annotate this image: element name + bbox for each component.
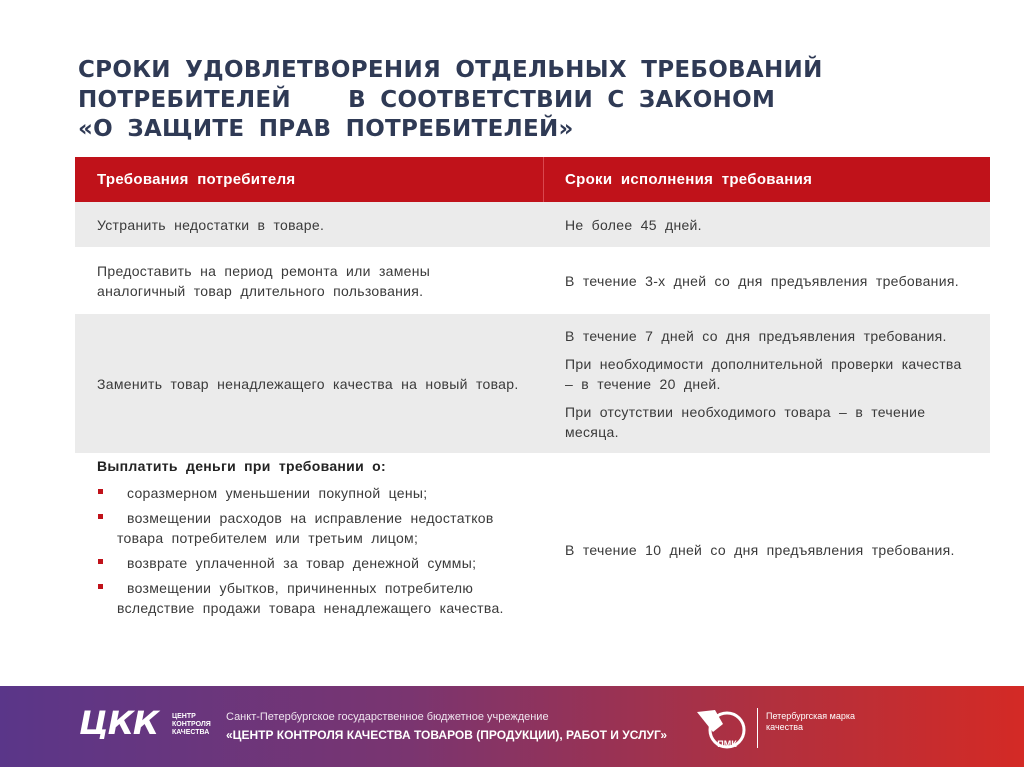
payment-heading: Выплатить деньги при требовании о: [97,458,386,474]
table-row [75,314,990,453]
organization-type: Санкт-Петербургское государственное бюджетное учреждение [226,711,549,723]
title-line-3: «О ЗАЩИТЕ ПРАВ ПОТРЕБИТЕЛЕЙ» [78,116,574,142]
term-text: При отсутствии необходимого товара – в течение месяца. [565,403,926,440]
title-line-2: ПОТРЕБИТЕЛЕЙ В СООТВЕТСТВИИ С ЗАКОНОМ [78,86,776,113]
payment-list [97,483,522,623]
footer-divider [757,708,758,748]
terms-cell [544,247,990,314]
table-row [75,247,990,314]
term-text: В течение 3-х дней со дня предъявления требования. [565,272,959,289]
requirement-cell: Заменить товар ненадлежащего качества на новый товар. [97,375,519,392]
organization-name: «ЦЕНТР КОНТРОЛЯ КАЧЕСТВА ТОВАРОВ (ПРОДУКЦИИ), РАБОТ И УСЛУГ» [226,728,667,742]
list-item [117,483,522,503]
list-item-text: соразмерном уменьшении покупной цены; [127,485,428,501]
pmk-caption: Петербургская марка качества [766,711,856,732]
term-text: В течение 10 дней со дня предъявления требования. [565,542,955,558]
ckk-logo-subtext: ЦЕНТР КОНТРОЛЯ КАЧЕСТВА [172,713,211,736]
requirements-table [75,157,990,661]
table-header [75,157,990,202]
pmk-logo-label: ПМК [717,739,737,749]
list-item-text: возмещении расходов на исправление недостатков товара потребителем или третьим лицом; [117,510,494,546]
requirement-cell: Предоставить на период ремонта или замены аналогичный товар длительного пользования. [97,262,431,299]
list-item-text: возмещении убытков, причиненных потребителю вследствие продажи товара ненадлежащего качества. [117,580,504,616]
terms-cell [544,314,990,453]
pmk-logo-icon [693,704,747,752]
term-text: При необходимости дополнительной проверки качества – в течение 20 дней. [565,355,962,392]
header-requirements: Требования потребителя [75,157,544,202]
requirement-cell: Устранить недостатки в товаре. [97,216,325,233]
terms-cell [544,202,990,247]
ckk-logo: ЦКК [79,704,158,742]
page-title [78,56,838,145]
list-item [117,578,522,618]
table-row [75,453,990,661]
list-item [117,508,522,548]
term-text: Не более 45 дней. [565,216,702,233]
title-line-1: СРОКИ УДОВЛЕТВОРЕНИЯ ОТДЕЛЬНЫХ ТРЕБОВАНИЙ [78,57,823,83]
requirement-cell [75,453,544,661]
term-text: В течение 7 дней со дня предъявления требования. [565,327,947,344]
terms-cell [544,453,990,661]
list-item [117,553,522,573]
header-terms: Сроки исполнения требования [565,171,813,188]
footer-banner [0,686,1024,767]
list-item-text: возврате уплаченной за товар денежной суммы; [127,555,477,571]
table-row [75,202,990,247]
